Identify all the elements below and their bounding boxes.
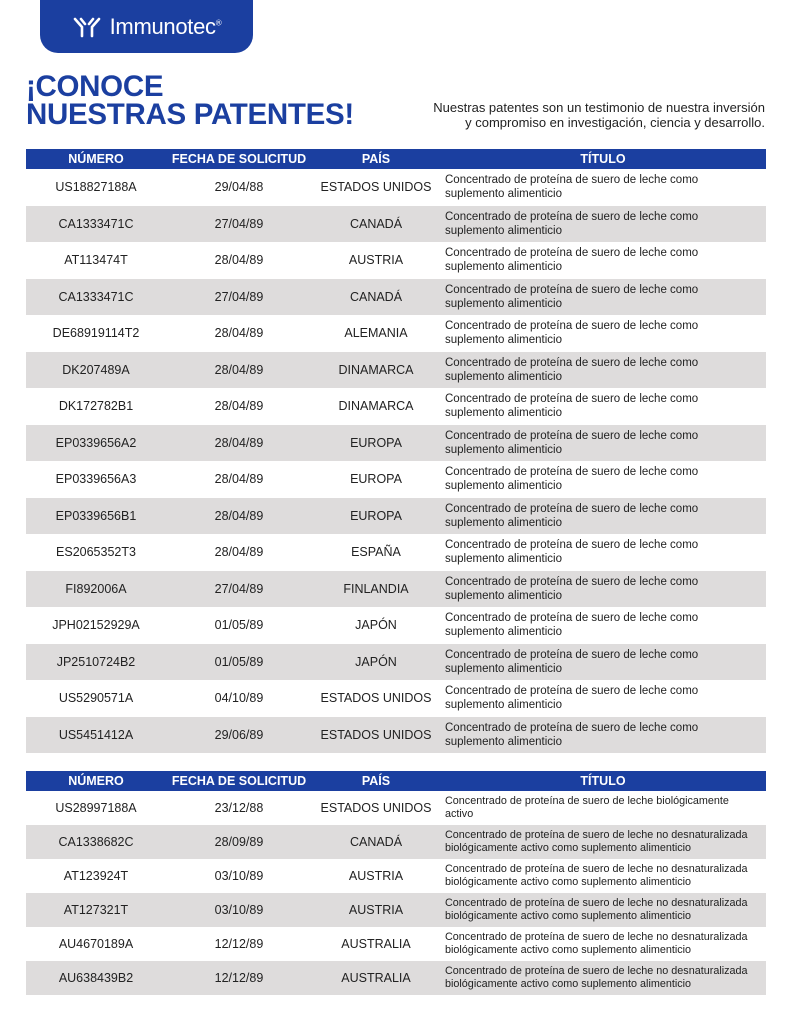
filing-date: 27/04/89 bbox=[166, 571, 312, 608]
country: CANADÁ bbox=[312, 825, 440, 859]
patent-title: Concentrado de proteína de suero de leche como suplemento alimenticio bbox=[440, 571, 766, 608]
table-row bbox=[26, 961, 766, 995]
patent-number: ES2065352T3 bbox=[56, 545, 136, 560]
patent-number: DK207489A bbox=[26, 352, 166, 389]
country: JAPÓN bbox=[312, 644, 440, 681]
filing-date: 28/04/89 bbox=[214, 326, 264, 341]
patent-title: Concentrado de proteína de suero de leche como suplemento alimenticio bbox=[440, 717, 766, 754]
patent-number: US28997188A bbox=[55, 801, 137, 815]
table-row bbox=[26, 461, 766, 498]
country: ESTADOS UNIDOS bbox=[312, 717, 440, 754]
table-body bbox=[26, 791, 766, 995]
country: EUROPA bbox=[312, 425, 440, 462]
patent-number: US18827188A bbox=[55, 180, 137, 195]
patent-number: JPH02152929A bbox=[52, 618, 140, 633]
country: CANADÁ bbox=[312, 279, 440, 316]
table-row bbox=[26, 169, 766, 206]
table-row bbox=[26, 927, 766, 961]
patent-title: Concentrado de proteína de suero de leche no desnaturalizada biológicamente activo como suplemento alimenticio bbox=[445, 863, 748, 888]
patent-title: Concentrado de proteína de suero de leche como suplemento alimenticio bbox=[440, 644, 766, 681]
brand-name: Immunotec® bbox=[109, 13, 222, 39]
patent-title: Concentrado de proteína de suero de leche como suplemento alimenticio bbox=[440, 498, 766, 535]
table-row bbox=[26, 534, 766, 571]
table-header-row bbox=[26, 149, 766, 169]
table-row bbox=[26, 498, 766, 535]
table-row bbox=[26, 859, 766, 893]
patent-number: AU638439B2 bbox=[26, 961, 166, 995]
intro-line-2: y compromiso en investigación, ciencia y desarrollo. bbox=[465, 115, 765, 130]
filing-date: 01/05/89 bbox=[166, 644, 312, 681]
country: DINAMARCA bbox=[312, 352, 440, 389]
table-row bbox=[26, 315, 766, 352]
filing-date: 01/05/89 bbox=[214, 618, 264, 633]
patent-title: Concentrado de proteína de suero de leche como suplemento alimenticio bbox=[440, 279, 766, 316]
table-row bbox=[26, 352, 766, 389]
filing-date: 03/10/89 bbox=[214, 869, 264, 883]
header-titulo: TÍTULO bbox=[440, 149, 766, 169]
patents-table-1 bbox=[26, 149, 766, 753]
filing-date: 28/04/89 bbox=[166, 352, 312, 389]
filing-date: 28/04/89 bbox=[214, 545, 264, 560]
country: DINAMARCA bbox=[338, 399, 414, 414]
country: JAPÓN bbox=[355, 618, 397, 633]
filing-date: 27/04/89 bbox=[166, 279, 312, 316]
patent-number: CA1338682C bbox=[26, 825, 166, 859]
filing-date: 28/09/89 bbox=[166, 825, 312, 859]
filing-date: 28/04/89 bbox=[214, 399, 264, 414]
table-header-row bbox=[26, 771, 766, 791]
patent-title: Concentrado de proteína de suero de leche como suplemento alimenticio bbox=[445, 539, 699, 566]
patent-number: CA1333471C bbox=[26, 206, 166, 243]
header-fecha: FECHA DE SOLICITUD bbox=[166, 771, 312, 791]
country: AUSTRALIA bbox=[341, 937, 411, 951]
country: ESTADOS UNIDOS bbox=[320, 801, 432, 815]
country: FINLANDIA bbox=[312, 571, 440, 608]
patent-title: Concentrado de proteína de suero de leche no desnaturalizada biológicamente activo como suplemento alimenticio bbox=[440, 893, 766, 927]
patent-number: DE68919114T2 bbox=[52, 326, 140, 341]
intro-text bbox=[405, 100, 765, 130]
patent-title: Concentrado de proteína de suero de leche biológicamente activo bbox=[445, 795, 729, 820]
patent-number: US5451412A bbox=[26, 717, 166, 754]
country: ESTADOS UNIDOS bbox=[320, 691, 432, 706]
table-row bbox=[26, 279, 766, 316]
header-pais: PAÍS bbox=[312, 149, 440, 169]
patent-title: Concentrado de proteína de suero de leche como suplemento alimenticio bbox=[445, 466, 699, 493]
table-row bbox=[26, 893, 766, 927]
patent-number: DK172782B1 bbox=[58, 399, 134, 414]
table-row bbox=[26, 571, 766, 608]
patent-number: AT127321T bbox=[26, 893, 166, 927]
table-row bbox=[26, 607, 766, 644]
table-body bbox=[26, 169, 766, 753]
country: CANADÁ bbox=[312, 206, 440, 243]
patent-title: Concentrado de proteína de suero de leche no desnaturalizada biológicamente activo como suplemento alimenticio bbox=[445, 931, 748, 956]
patent-title: Concentrado de proteína de suero de leche como suplemento alimenticio bbox=[440, 352, 766, 389]
table-row bbox=[26, 242, 766, 279]
patent-number: AT113474T bbox=[64, 253, 128, 268]
patent-number: JP2510724B2 bbox=[26, 644, 166, 681]
filing-date: 28/04/89 bbox=[214, 253, 264, 268]
patent-title: Concentrado de proteína de suero de leche como suplemento alimenticio bbox=[445, 612, 699, 639]
country: AUSTRIA bbox=[348, 253, 404, 268]
table-row bbox=[26, 791, 766, 825]
table-row bbox=[26, 425, 766, 462]
country: AUSTRALIA bbox=[312, 961, 440, 995]
country: EUROPA bbox=[312, 498, 440, 535]
patent-number: US5290571A bbox=[58, 691, 134, 706]
country: ALEMANIA bbox=[344, 326, 408, 341]
header-numero: NÚMERO bbox=[26, 149, 166, 169]
patent-title: Concentrado de proteína de suero de leche no desnaturalizada biológicamente activo como suplemento alimenticio bbox=[440, 961, 766, 995]
brand-logo[interactable] bbox=[40, 0, 253, 53]
table-row bbox=[26, 680, 766, 717]
patent-title: Concentrado de proteína de suero de leche como suplemento alimenticio bbox=[440, 425, 766, 462]
patent-number: CA1333471C bbox=[26, 279, 166, 316]
patent-number: FI892006A bbox=[26, 571, 166, 608]
patent-number: AU4670189A bbox=[58, 937, 134, 951]
filing-date: 27/04/89 bbox=[166, 206, 312, 243]
patent-title: Concentrado de proteína de suero de leche como suplemento alimenticio bbox=[445, 393, 699, 420]
patent-number: EP0339656B1 bbox=[26, 498, 166, 535]
patent-title: Concentrado de proteína de suero de leche no desnaturalizada biológicamente activo como suplemento alimenticio bbox=[440, 825, 766, 859]
header-titulo: TÍTULO bbox=[440, 771, 766, 791]
country: ESPAÑA bbox=[351, 545, 401, 560]
header-fecha: FECHA DE SOLICITUD bbox=[166, 149, 312, 169]
patent-title: Concentrado de proteína de suero de leche como suplemento alimenticio bbox=[445, 685, 699, 712]
filing-date: 28/04/89 bbox=[166, 498, 312, 535]
registered-mark: ® bbox=[215, 18, 222, 28]
filing-date: 23/12/88 bbox=[214, 801, 264, 815]
country: ESTADOS UNIDOS bbox=[320, 180, 432, 195]
filing-date: 03/10/89 bbox=[166, 893, 312, 927]
intro-line-1: Nuestras patentes son un testimonio de nuestra inversión bbox=[433, 100, 765, 115]
patent-title: Concentrado de proteína de suero de leche como suplemento alimenticio bbox=[440, 206, 766, 243]
country: EUROPA bbox=[350, 472, 402, 487]
immunotec-logo-icon bbox=[72, 16, 102, 38]
header-pais: PAÍS bbox=[312, 771, 440, 791]
table-row bbox=[26, 644, 766, 681]
patent-number: EP0339656A3 bbox=[55, 472, 137, 487]
filing-date: 04/10/89 bbox=[214, 691, 264, 706]
patent-title: Concentrado de proteína de suero de leche como suplemento alimenticio bbox=[445, 247, 699, 274]
filing-date: 28/04/89 bbox=[166, 425, 312, 462]
header-numero: NÚMERO bbox=[26, 771, 166, 791]
table-row bbox=[26, 206, 766, 243]
filing-date: 28/04/89 bbox=[214, 472, 264, 487]
table-row bbox=[26, 717, 766, 754]
patent-title: Concentrado de proteína de suero de leche como suplemento alimenticio bbox=[445, 320, 699, 347]
filing-date: 29/06/89 bbox=[166, 717, 312, 754]
patent-title: Concentrado de proteína de suero de leche como suplemento alimenticio bbox=[445, 174, 699, 201]
table-row bbox=[26, 825, 766, 859]
title-line-2: NUESTRAS PATENTES! bbox=[26, 98, 354, 131]
country: AUSTRIA bbox=[348, 869, 404, 883]
title-line-1: ¡CONOCE bbox=[26, 70, 164, 103]
patent-number: AT123924T bbox=[63, 869, 129, 883]
filing-date: 12/12/89 bbox=[214, 937, 264, 951]
patent-number: EP0339656A2 bbox=[26, 425, 166, 462]
table-row bbox=[26, 388, 766, 425]
country: AUSTRIA bbox=[312, 893, 440, 927]
page-title bbox=[26, 70, 354, 131]
filing-date: 29/04/88 bbox=[214, 180, 264, 195]
filing-date: 12/12/89 bbox=[166, 961, 312, 995]
patents-table-2 bbox=[26, 771, 766, 995]
